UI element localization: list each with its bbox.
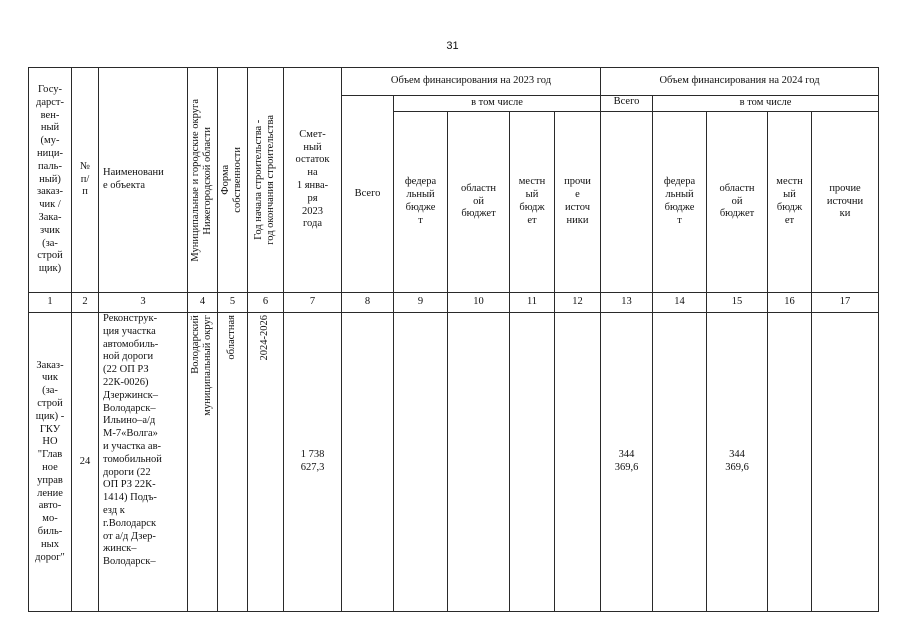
column-number: 7: [284, 293, 342, 313]
cell-ownership: [218, 313, 248, 612]
cell-fed-2024: [653, 313, 707, 612]
cell-row-number: 24: [72, 313, 99, 612]
cell-loc-2024: [768, 313, 812, 612]
cell-customer: Заказ- чик (за- строй щик) - ГКУ НО "Глав ное управ ление авто- мо- биль- ных дорог": [29, 313, 72, 612]
cell-balance-2023: 1 738 627,3: [284, 313, 342, 612]
header-oth-2024: прочие источни ки: [812, 112, 879, 293]
column-number: 15: [707, 293, 768, 313]
header-group-2023: Объем финансирования на 2023 год: [342, 68, 601, 96]
header-group-2024: Объем финансирования на 2024 год: [601, 68, 879, 96]
header-years-text: Год начала строительства - год окончания строительства: [253, 115, 277, 245]
cell-district: [188, 313, 218, 612]
header-total-2024-cont: [601, 112, 653, 293]
cell-reg-2024: 344 369,6: [707, 313, 768, 612]
table-row: [29, 313, 879, 612]
cell-years-text: 2024-2026: [259, 315, 271, 361]
header-years: [248, 68, 284, 293]
cell-object-name: Реконструк- ция участка автомобиль- ной дороги (22 ОП РЗ 22К-0026) Дзержинск– Володарск– Ильино–а/д М-7«Волга» и участка ав- томобильной дороги (22 ОП РЗ 22К- 1414) Подъ- езд к г.Володарск от а/д Дзер- жинск– Володарск–: [99, 313, 188, 612]
header-ownership: [218, 68, 248, 293]
header-district: [188, 68, 218, 293]
header-row-1: [29, 68, 879, 96]
column-number: 6: [248, 293, 284, 313]
cell-oth-2024: [812, 313, 879, 612]
header-row-number: № п/ п: [72, 68, 99, 293]
header-incl-2024: в том числе: [653, 96, 879, 112]
column-number: 12: [555, 293, 601, 313]
header-fed-2023: федера льный бюдже т: [394, 112, 448, 293]
header-total-2024: Всего: [601, 96, 653, 112]
cell-years: [248, 313, 284, 612]
header-fed-2024: федера льный бюдже т: [653, 112, 707, 293]
column-number: 3: [99, 293, 188, 313]
header-loc-2024: местн ый бюдж ет: [768, 112, 812, 293]
column-number: 5: [218, 293, 248, 313]
header-district-text: Муниципальные и городские округа Нижегородской области: [190, 98, 214, 262]
column-number: 8: [342, 293, 394, 313]
column-number: 14: [653, 293, 707, 313]
cell-reg-2023: [448, 313, 510, 612]
cell-ownership-text: областная: [226, 315, 238, 360]
header-loc-2023: местн ый бюдж ет: [510, 112, 555, 293]
header-balance: Смет- ный остаток на 1 янва- ря 2023 года: [284, 68, 342, 293]
header-total-2023: Всего: [342, 96, 394, 293]
column-number: 17: [812, 293, 879, 313]
header-reg-2024: областн ой бюджет: [707, 112, 768, 293]
header-object-name: Наименовани е объекта: [99, 68, 188, 293]
header-incl-2023: в том числе: [394, 96, 601, 112]
cell-fed-2023: [394, 313, 448, 612]
column-number: 13: [601, 293, 653, 313]
header-customer: Госу- дарст- вен- ный (му- ници- паль- ный) заказ- чик / Зака- зчик (за- строй щик): [29, 68, 72, 293]
header-reg-2023: областн ой бюджет: [448, 112, 510, 293]
financing-table: [28, 67, 879, 612]
column-number: 9: [394, 293, 448, 313]
cell-loc-2023: [510, 313, 555, 612]
column-number: 11: [510, 293, 555, 313]
column-number: 1: [29, 293, 72, 313]
cell-oth-2023: [555, 313, 601, 612]
cell-total-2023: [342, 313, 394, 612]
header-oth-2023: прочи е источ ники: [555, 112, 601, 293]
page-number: 31: [446, 40, 459, 52]
column-number: 2: [72, 293, 99, 313]
column-number: 10: [448, 293, 510, 313]
cell-total-2024: 344 369,6: [601, 313, 653, 612]
column-number-row: [29, 293, 879, 313]
header-ownership-text: Форма собственности: [220, 147, 244, 213]
column-number: 16: [768, 293, 812, 313]
column-number: 4: [188, 293, 218, 313]
cell-district-text: Володарский муниципальный округ: [190, 315, 214, 416]
